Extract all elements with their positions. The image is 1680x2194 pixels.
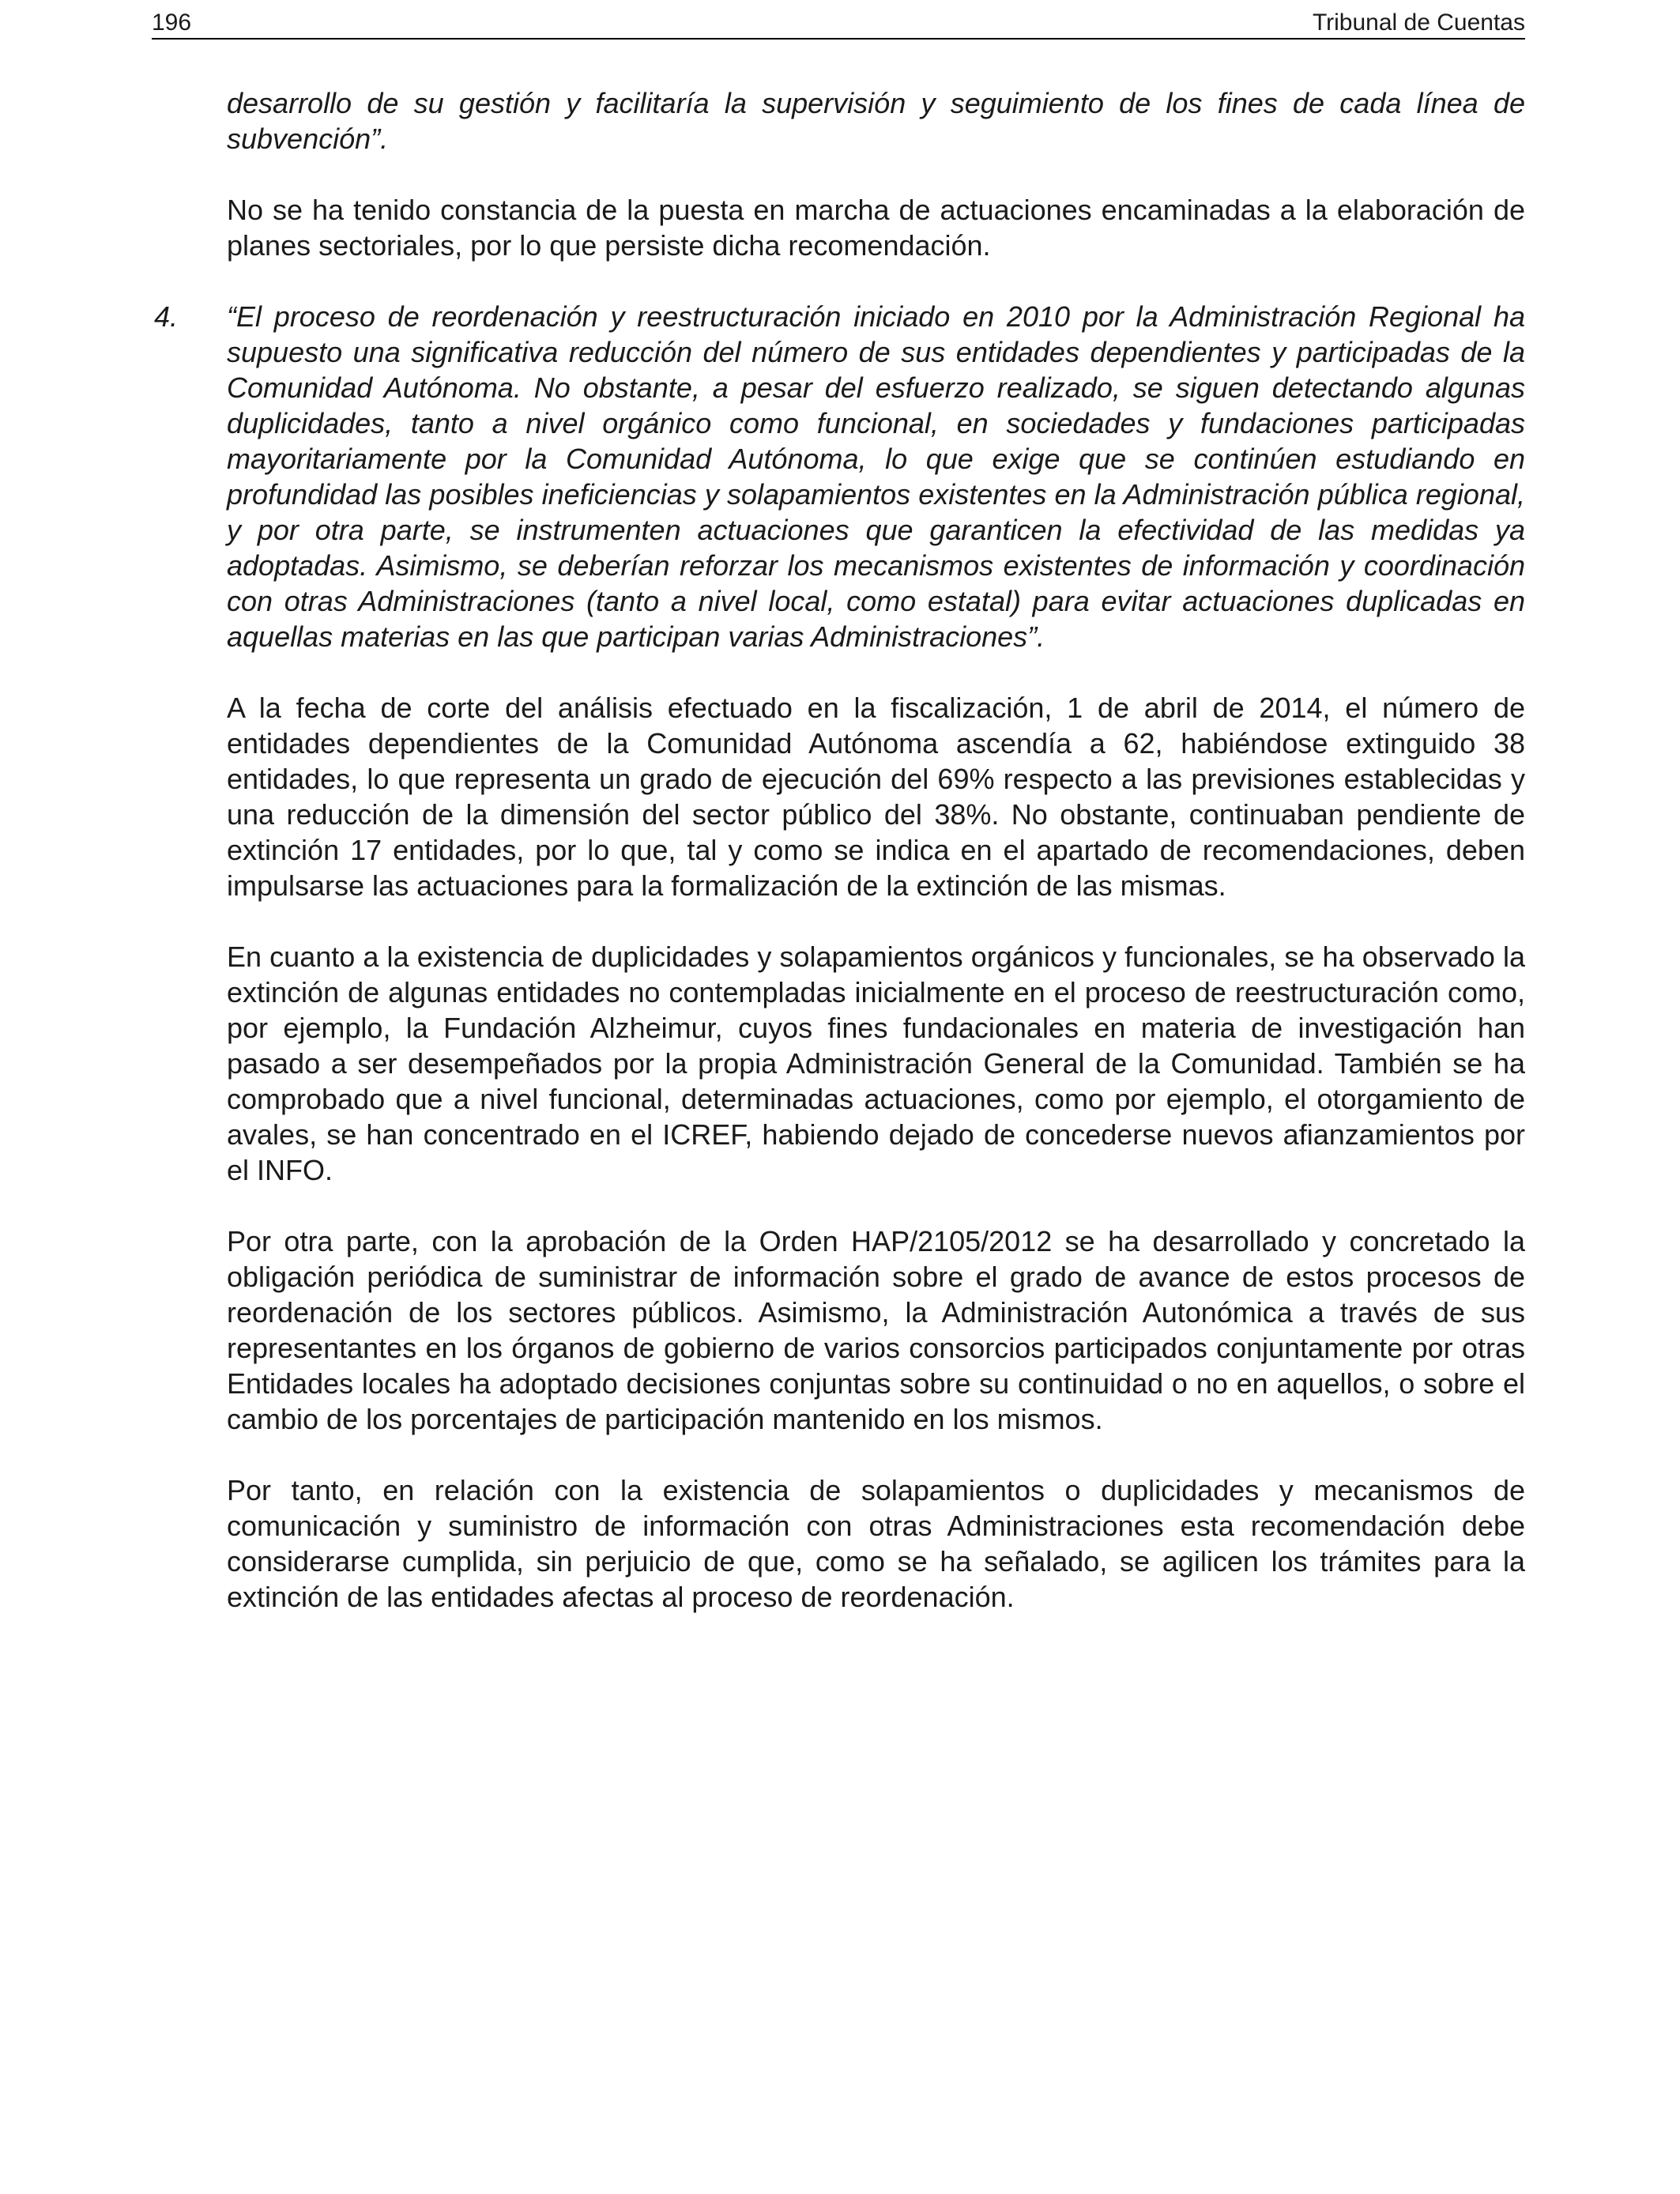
paragraph-planes-sectoriales: No se ha tenido constancia de la puesta en marcha de actuaciones encaminadas a la elaboración de planes sectoriales, por lo que persiste dicha recomendación.: [227, 194, 1525, 262]
recommendation-item-4: [154, 299, 1525, 654]
document-body: [154, 85, 1525, 1650]
paragraph-entidades: A la fecha de corte del análisis efectuado en la fiscalización, 1 de abril de 2014, el número de entidades dependientes de la Comunidad Autónoma ascendía a 62, habiéndose extinguido 38 entidades, lo que representa un grado de ejecución del 69% respecto a las previsiones establecidas y una reducción de la dimensión del sector público del 38%. No obstante, continuaban pendiente de extinción 17 entidades, por lo que, tal y como se indica en el apartado de recomendaciones, deben impulsarse las actuaciones para la formalización de la extinción de las mismas.: [227, 692, 1525, 902]
page-header: [152, 6, 1525, 40]
item-number: 4.: [154, 300, 179, 333]
paragraph-conclusion: Por tanto, en relación con la existencia de solapamientos o duplicidades y mecanismos de comunicación y suministro de información con otras Administraciones esta recomendación debe considerarse cumplida, sin perjuicio de que, como se ha señalado, se agilicen los trámites para la extinción de las entidades afectas al proceso de reordenación.: [227, 1474, 1525, 1613]
page-number: 196: [152, 9, 192, 36]
paragraph-duplicidades: En cuanto a la existencia de duplicidades y solapamientos orgánicos y funcionales, se ha observado la extinción de algunas entidades no contempladas inicialmente en el proceso de reestructuración como, por ejemplo, la Fundación Alzheimur, cuyos fines fundacionales en materia de investigación han pasado a ser desempeñados por la propia Administración General de la Comunidad. También se ha comprobado que a nivel funcional, determinadas actuaciones, como por ejemplo, el otorgamiento de avales, se han concentrado en el ICREF, habiendo dejado de concederse nuevos afianzamientos por el INFO.: [227, 941, 1525, 1186]
recommendation-quote: “El proceso de reordenación y reestructuración iniciado en 2010 por la Administración Regional ha supuesto una significativa reducción del número de sus entidades dependientes y participadas de la Comunidad Autónoma. No obstante, a pesar del esfuerzo realizado, se siguen detectando algunas duplicidades, tanto a nivel orgánico como funcional, en sociedades y fundaciones participadas mayoritariamente por la Comunidad Autónoma, lo que exige que se continúen estudiando en profundidad las posibles ineficiencias y solapamientos existentes en la Administración pública regional, y por otra parte, se instrumenten actuaciones que garanticen la efectividad de las medidas ya adoptadas. Asimismo, se deberían reforzar los mecanismos existentes de información y coordinación con otras Administraciones (tanto a nivel local, como estatal) para evitar actuaciones duplicadas en aquellas materias en las que participan varias Administraciones”.: [227, 300, 1525, 653]
quote-continuation: desarrollo de su gestión y facilitaría la supervisión y seguimiento de los fines de cada línea de subvención”.: [227, 87, 1525, 155]
publisher-name: Tribunal de Cuentas: [1312, 9, 1525, 36]
paragraph-orden-hap: Por otra parte, con la aprobación de la Orden HAP/2105/2012 se ha desarrollado y concretado la obligación periódica de suministrar de información sobre el grado de avance de estos procesos de reordenación de los sectores públicos. Asimismo, la Administración Autonómica a través de sus representantes en los órganos de gobierno de varios consorcios participados conjuntamente por otras Entidades locales ha adoptado decisiones conjuntas sobre su continuidad o no en aquellos, o sobre el cambio de los porcentajes de participación mantenido en los mismos.: [227, 1225, 1525, 1435]
